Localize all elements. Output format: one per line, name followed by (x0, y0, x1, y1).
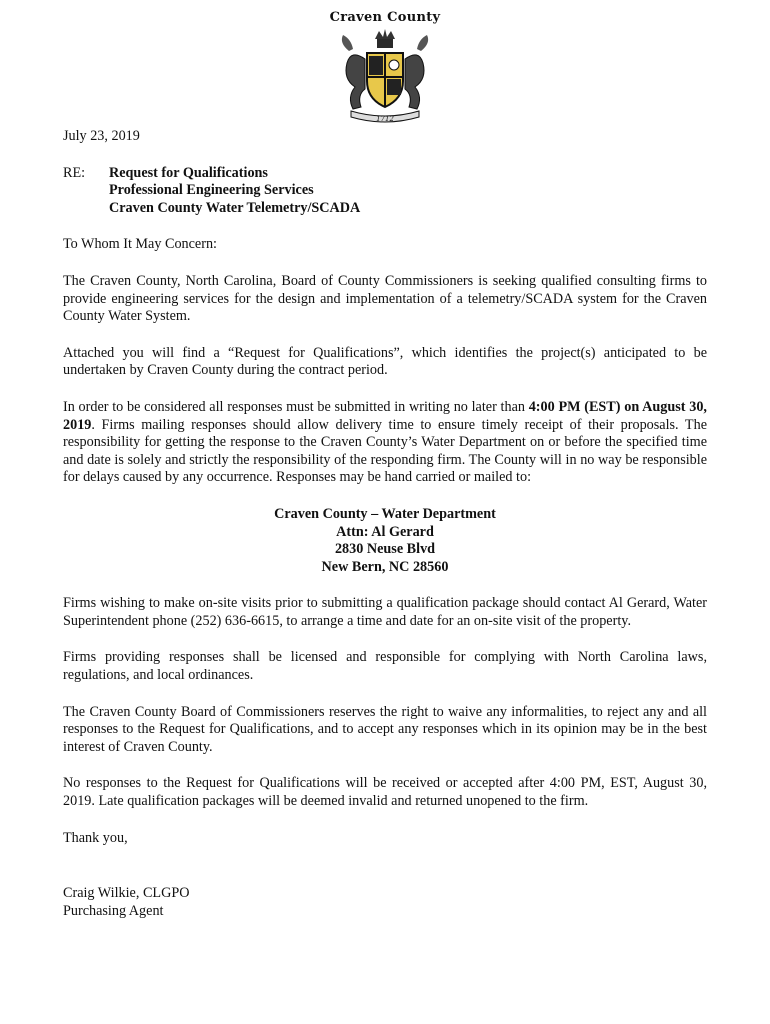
salutation: To Whom It May Concern: (63, 236, 217, 253)
deadline-rest-text: . Firms mailing responses should allow delivery time to ensure timely receipt of their proposals. The responsibility for getting the response to the Craven County’s Water Department on or before the specified time and date is solely and strictly the responsibility of the responding firm. The County will in no way be responsible for delays caused by any occurrence. Responses may be hand carried or mailed to: (63, 416, 707, 486)
paragraph-deadline (63, 399, 707, 487)
county-seal-icon (325, 29, 445, 129)
address-line: 2830 Neuse Blvd (334, 541, 436, 558)
deadline-intro-text: In order to be considered all responses must be submitted in writing no later than (63, 398, 529, 415)
mailing-address (63, 506, 707, 576)
signature-space (63, 866, 707, 885)
subject-label: RE: (63, 164, 86, 181)
paragraph-rights: The Craven County Board of Commissioners reserves the right to waive any informalities, to reject any and all responses to the Request for Qualifications, and to accept any responses which in its opinion may be in the best interest of Craven County. (63, 703, 707, 755)
svg-text:1712: 1712 (376, 115, 394, 123)
letterhead-county-name: Craven County (329, 10, 441, 25)
paragraph-licensing: Firms providing responses shall be licensed and responsible for complying with North Carolina laws, regulations, and local ordinances. (63, 649, 707, 684)
paragraph-attachment: Attached you will find a “Request for Qualifications”, which identifies the project(s) anticipated to be undertaken by Craven County during the contract period. (63, 344, 707, 379)
letter-date: July 23, 2019 (63, 128, 140, 144)
address-line: Craven County – Water Department (274, 505, 496, 522)
signer-name: Craig Wilkie, CLGPO (63, 885, 190, 902)
deadline-date: 4:00 PM (EST) on August 30, 2019 (63, 398, 707, 433)
paragraph-intro: The Craven County, North Carolina, Board of County Commissioners is seeking qualified consulting firms to provide engineering services for the design and implementation of a telemetry/SCADA system for the Craven County Water System. (63, 272, 707, 325)
signer-title: Purchasing Agent (63, 902, 164, 919)
subject-line: Request for Qualifications (109, 164, 268, 181)
paragraph-late-responses: No responses to the Request for Qualifications will be received or accepted after 4:00 PM, EST, August 30, 2019. Late qualification packages will be deemed invalid and returned unopened to the firm. (63, 775, 707, 810)
subject-line: Professional Engineering Services (109, 182, 314, 199)
address-line: Attn: Al Gerard (336, 523, 434, 540)
closing: Thank you, (63, 829, 128, 846)
letter-body (63, 128, 707, 920)
address-line: New Bern, NC 28560 (321, 558, 449, 575)
subject-block (63, 165, 707, 218)
subject-line: Craven County Water Telemetry/SCADA (109, 199, 361, 216)
paragraph-site-visit: Firms wishing to make on-site visits prior to submitting a qualification package should contact Al Gerard, Water Superintendent phone (252) 636-6615, to arrange a time and date for an on-site visit of the property. (63, 595, 707, 629)
subject-lines (109, 165, 360, 218)
letterhead (0, 10, 770, 129)
